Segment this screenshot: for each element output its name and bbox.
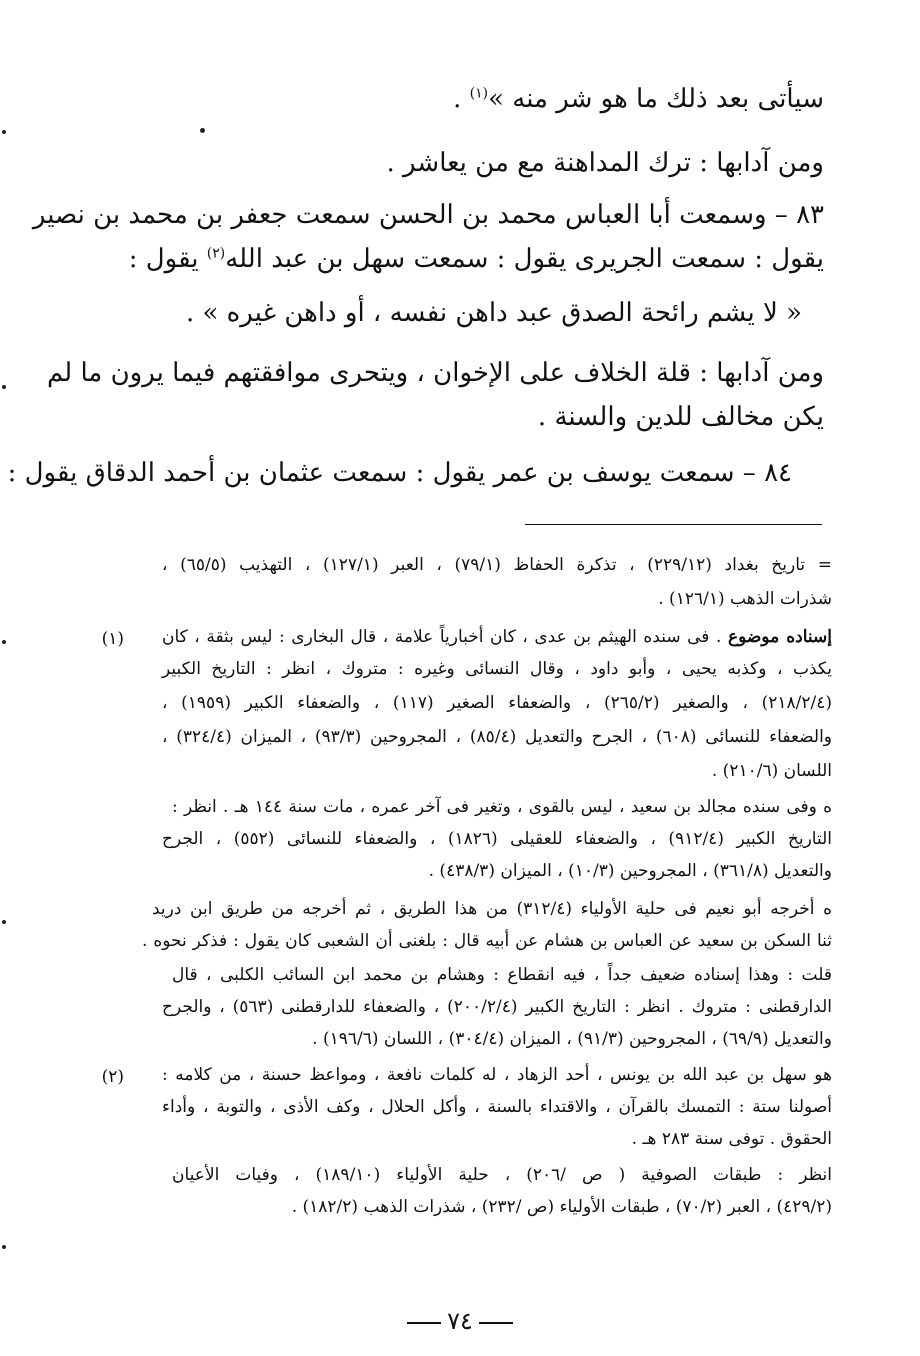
scan-speck: [2, 385, 6, 389]
main-line-8: ٨٤ – سمعت يوسف بن عمر يقول : سمعت عثمان بن أحمد الدقاق يقول :: [7, 458, 792, 488]
page-number-left-dash: [407, 1322, 441, 1324]
footnote-1-line-5: اللسان (٢١٠/٦) .: [711, 761, 832, 781]
footnote-1-line-3: (٢١٨/٢/٤) ، والصغير (٢٦٥/٢) ، والضعفاء الصغير (١١٧) ، والضعفاء الكبير (١٩٥٩) ،: [162, 693, 832, 713]
main-line-7: يكن مخالف للدين والسنة .: [537, 402, 824, 432]
footnote-continuation-line-1: = تاريخ بغداد (٢٢٩/١٢) ، تذكرة الحفاظ (٧٩/١) ، العبر (١٢٧/١) ، التهذيب (٦٥/٥) ،: [162, 555, 832, 575]
footnote-2-para2-line-2: (٤٢٩/٢) ، العبر (٧٠/٢) ، طبقات الأولياء (ص /٢٣٢) ، شذرات الذهب (١٨٢/٢) .: [291, 1197, 832, 1217]
footnote-2-line-1: هو سهل بن عبد الله بن يونس ، أحد الزهاد ، له كلمات نافعة ، ومواعظ حسنة ، من كلامه :: [162, 1065, 832, 1085]
scan-speck: [2, 130, 6, 134]
footnote-1-number: (١): [101, 629, 124, 649]
footnote-1-para2-line-2: التاريخ الكبير (٩١٢/٤) ، والضعفاء للعقيلى (١٨٢٦) ، والضعفاء للنسائى (٥٥٢) ، الجرح: [162, 829, 832, 849]
page-number: [0, 1306, 920, 1336]
page-number-right-dash: [479, 1322, 513, 1324]
main-line-3: ٨٣ – وسمعت أبا العباس محمد بن الحسن سمعت جعفر بن محمد بن نصير: [32, 200, 824, 230]
footnote-1-para3-line-1: ه أخرجه أبو نعيم فى حلية الأولياء (٣١٢/٤) من هذا الطريق ، ثم أخرجه من طريق ابن دريد: [152, 899, 832, 919]
footnote-2-para2-line-1: انظر : طبقات الصوفية ( ص /٢٠٦) ، حلية الأولياء (١٨٩/١٠) ، وفيات الأعيان: [172, 1165, 832, 1185]
footnote-1-line-1: إسناده موضوع . فى سنده الهيثم بن عدى ، كان أخبارياً علامة ، قال البخارى : ليس بثقة ، كان: [162, 627, 833, 647]
main-line-6: ومن آدابها : قلة الخلاف على الإخوان ، ويتحرى موافقتهم فيما يرون ما لم: [46, 358, 824, 388]
footnote-1-para3-line-2: ثنا السكن بن سعيد عن العباس بن هشام عن أبيه قال : بلغنى أن الشعبى كان يقول : فذكر نحوه .: [142, 931, 832, 951]
main-line-4: يقول : سمعت الجريرى يقول : سمعت سهل بن عبد الله$^{(٢)}$ يقول :: [128, 244, 824, 274]
footnote-1-line-4: والضعفاء للنسائى (٦٠٨) ، الجرح والتعديل (٨٥/٤) ، المجروحين (٩٣/٣) ، الميزان (٣٢٤/٤) ،: [162, 727, 833, 747]
scan-speck: [2, 920, 6, 924]
main-line-5: « لا يشم رائحة الصدق عبد داهن نفسه ، أو داهن غيره » .: [185, 298, 802, 328]
footnote-2-line-2: أصولنا ستة : التمسك بالقرآن ، والاقتداء بالسنة ، وأكل الحلال ، وكف الأذى ، والتوبة ، وأداء: [162, 1097, 832, 1117]
main-line-2: ومن آدابها : ترك المداهنة مع من يعاشر .: [386, 148, 824, 178]
footnote-separator: [525, 524, 822, 525]
footnote-1-para4-line-3: والتعديل (٦٩/٩) ، المجروحين (٩١/٣) ، الميزان (٣٠٤/٤) ، اللسان (١٩٦/٦) .: [312, 1029, 832, 1049]
main-line-1: سيأتى بعد ذلك ما هو شر منه »$^{(١)}$ .: [453, 84, 824, 114]
footnote-1-para2-line-1: ه وفى سنده مجالد بن سعيد ، ليس بالقوى ، وتغير فى آخر عمره ، مات سنة ١٤٤ هـ . انظر :: [172, 797, 832, 817]
footnote-continuation-line-2: شذرات الذهب (١٢٦/١) .: [658, 589, 832, 609]
footnote-2-line-3: الحقوق . توفى سنة ٢٨٣ هـ .: [631, 1129, 832, 1149]
scan-speck: [2, 1245, 6, 1249]
footnote-1-para4-line-2: الدارقطنى : متروك . انظر : التاريخ الكبير (٢٠٠/٢/٤) ، والضعفاء للدارقطنى (٥٦٣) ، والجرح: [162, 997, 832, 1017]
scan-speck: [2, 640, 6, 644]
footnote-1-para4-line-1: قلت : وهذا إسناده ضعيف جداً ، فيه انقطاع : وهشام بن محمد ابن السائب الكلبى ، قال: [172, 965, 832, 985]
page-number-value: ٧٤: [447, 1307, 473, 1335]
footnote-1-para2-line-3: والتعديل (٣٦١/٨) ، المجروحين (١٠/٣) ، الميزان (٤٣٨/٣) .: [428, 861, 832, 881]
footnote-2-number: (٢): [101, 1067, 124, 1087]
footnote-1-line-2: يكذب ، وكذبه يحيى ، وأبو داود ، وقال النسائى وغيره : متروك ، انظر : التاريخ الكبير: [162, 659, 832, 679]
scan-speck: [200, 128, 205, 133]
